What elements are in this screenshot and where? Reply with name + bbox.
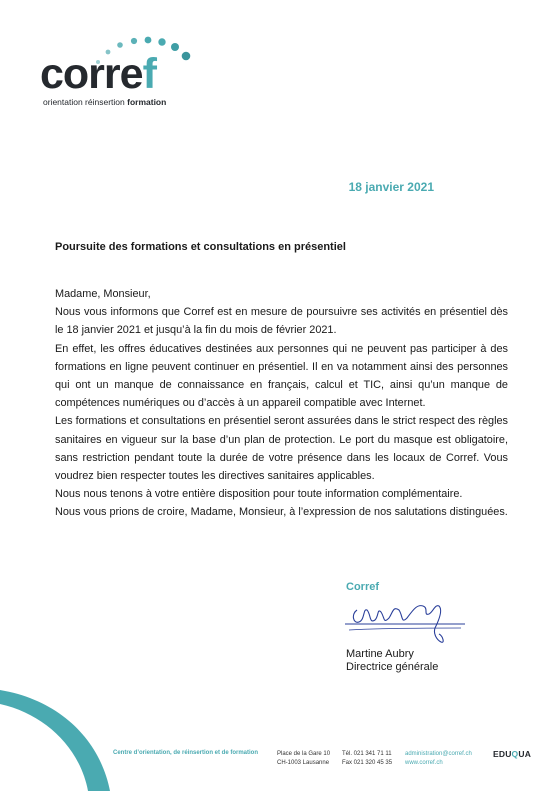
footer-organization: Centre d’orientation, de réinsertion et de formation bbox=[113, 750, 259, 756]
letter-body bbox=[55, 285, 508, 522]
letter-paragraph: Nous nous tenons à votre entière disposition pour toute information complémentaire. bbox=[55, 488, 463, 501]
footer-tel: Tél. 021 341 71 11 bbox=[342, 751, 392, 757]
footer-phone bbox=[342, 750, 392, 768]
logo-tagline: orientation réinsertion formation bbox=[43, 97, 167, 107]
corref-logo bbox=[40, 36, 180, 108]
letter-paragraph: Les formations et consultations en présentiel seront assurées dans le strict respect des règles sanitaires en vigueur sur la base d’un plan de protection. Le port du masque est obligatoire, sans restriction pendant toute la durée de votre présence dans les locaux de Corref. Vous voudrez bien respecter toutes les directives sanitaires applicables. bbox=[55, 415, 508, 483]
signature-company: Corref bbox=[346, 581, 380, 593]
footer-contact bbox=[405, 750, 472, 768]
eduqua-logo: EDUQUA bbox=[493, 749, 532, 759]
footer-address bbox=[277, 750, 330, 768]
letter-paragraph: Nous vous prions de croire, Madame, Monsieur, à l’expression de nos salutations distinguées. bbox=[55, 506, 508, 519]
signature-name: Martine Aubry bbox=[346, 648, 414, 660]
footer-email-link[interactable]: administration@corref.ch bbox=[405, 751, 472, 757]
footer-swoosh-graphic bbox=[0, 690, 110, 791]
footer-address-line: CH-1003 Lausanne bbox=[277, 760, 330, 766]
letter-paragraph: En effet, les offres éducatives destinées aux personnes qui ne peuvent pas participer à des formations en ligne peuvent continuer en présentiel. Il en va notamment ainsi des personnes qui ont un manque de connaissance en français, calcul et TIC, ainsi qu’un manque de compétences numériques ou d’accès à un appareil compatible avec Internet. bbox=[55, 342, 508, 410]
logo-wordmark: corref bbox=[40, 50, 156, 98]
footer-address-line: Place de la Gare 10 bbox=[277, 751, 331, 757]
signature-title: Directrice générale bbox=[346, 661, 439, 673]
handwritten-signature bbox=[343, 594, 468, 652]
letter-greeting: Madame, Monsieur, bbox=[55, 288, 151, 300]
letter-date: 18 janvier 2021 bbox=[348, 180, 434, 194]
footer-fax: Fax 021 320 45 35 bbox=[342, 760, 393, 766]
footer-web-link[interactable]: www.corref.ch bbox=[405, 760, 443, 766]
letter-paragraph: Nous vous informons que Corref est en mesure de poursuivre ses activités en présentiel dès le 18 janvier 2021 et jusqu’à la fin du mois de février 2021. bbox=[55, 306, 508, 337]
letter-subject: Poursuite des formations et consultations en présentiel bbox=[55, 241, 346, 253]
